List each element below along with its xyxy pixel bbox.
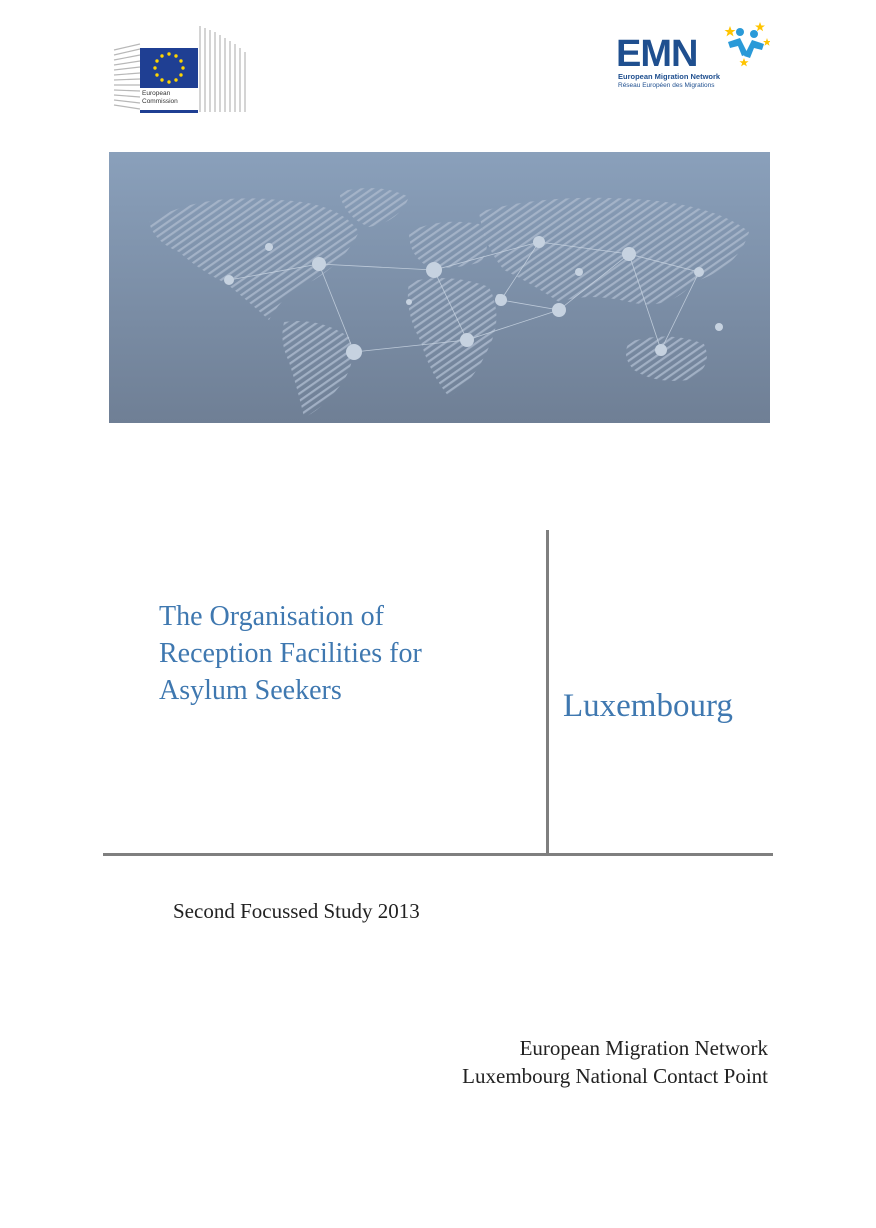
world-map-illustration [109, 152, 770, 423]
publisher-line: European Migration Network [519, 1036, 768, 1060]
ec-logo-text-1: European [142, 90, 171, 97]
emn-logo [612, 20, 772, 100]
world-network-banner [109, 152, 770, 423]
ec-building-icon [108, 22, 248, 116]
emn-logo-letters: EMN [616, 33, 698, 75]
horizontal-divider [103, 853, 773, 856]
document-title [159, 598, 539, 709]
emn-figures-icon [720, 20, 770, 70]
vertical-divider [546, 530, 549, 855]
european-commission-logo [108, 22, 248, 116]
emn-logo-subtitle-fr: Réseau Européen des Migrations [618, 82, 715, 89]
emn-logo-subtitle: European Migration Network [618, 72, 721, 81]
title-line: The Organisation of [159, 601, 384, 632]
publisher-block [462, 1034, 768, 1090]
title-line: Reception Facilities for [159, 638, 422, 669]
title-line: Asylum Seekers [159, 675, 342, 706]
study-subtitle: Second Focussed Study 2013 [173, 899, 420, 923]
country-name: Luxembourg [563, 688, 733, 724]
ec-logo-text-2: Commission [142, 98, 178, 105]
publisher-line: Luxembourg National Contact Point [462, 1064, 768, 1088]
